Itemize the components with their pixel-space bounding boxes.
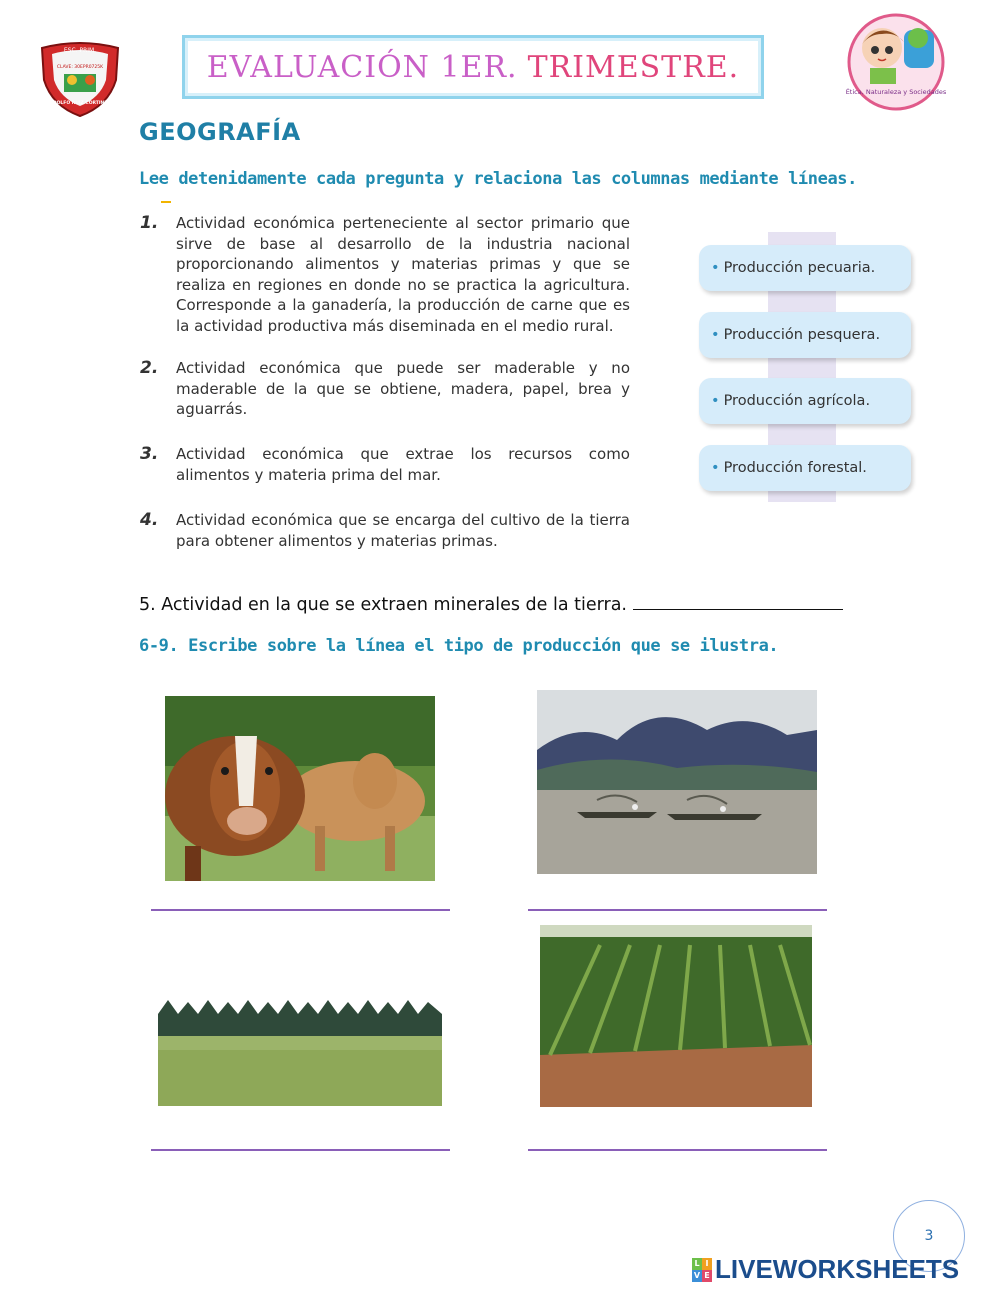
seal-line3: ADOLFO RUIZ CORTINES — [49, 101, 111, 106]
question-5 — [139, 593, 843, 615]
option-label: Producción pecuaria. — [723, 260, 876, 276]
question-1 — [140, 213, 630, 336]
page-number-text: 3 — [924, 1228, 934, 1244]
school-seal — [38, 40, 122, 118]
evaluation-banner — [182, 35, 764, 99]
question-number: 4. — [140, 510, 159, 530]
instruction-matching: Lee detenidamente cada pregunta y relaciona las columnas mediante líneas. — [139, 169, 857, 189]
answer-line-6[interactable] — [151, 909, 450, 911]
answer-line-7[interactable] — [528, 909, 827, 911]
seal-line2: CLAVE: 30EPR0725K — [56, 65, 104, 70]
answer-line-9[interactable] — [528, 1149, 827, 1151]
question-4 — [140, 510, 630, 551]
question-number: 1. — [140, 213, 159, 233]
option-label: Producción agrícola. — [723, 393, 871, 409]
photo-corn-field — [540, 925, 812, 1107]
question-text: Actividad económica que extrae los recursos como alimentos y materia prima del mar. — [176, 445, 630, 484]
section-title: GEOGRAFÍA — [139, 118, 301, 146]
option-label: Producción pesquera. — [723, 327, 881, 343]
photo-forest-field — [158, 996, 442, 1106]
bullet-icon: • — [711, 393, 720, 409]
answer-blank-5[interactable] — [633, 593, 843, 610]
brand-name: LIVEWORKSHEETS — [715, 1254, 960, 1284]
subject-logo-text: Ética, Naturaleza y Sociedades — [846, 88, 946, 96]
option-pecuaria[interactable] — [699, 245, 911, 291]
answer-line-8[interactable] — [151, 1149, 450, 1151]
option-forestal[interactable] — [699, 445, 911, 491]
banner-title-part2: TRIMESTRE. — [527, 49, 740, 85]
photo-cows — [165, 696, 435, 881]
question-number: 2. — [140, 358, 159, 378]
bullet-icon: • — [711, 260, 720, 276]
photo-fishing-boats — [537, 690, 817, 874]
option-agricola[interactable] — [699, 378, 911, 424]
question-5-text: 5. Actividad en la que se extraen minerales de la tierra. — [139, 595, 627, 615]
instruction-images: 6-9. Escribe sobre la línea el tipo de producción que se ilustra. — [139, 636, 779, 656]
question-2 — [140, 358, 630, 420]
bullet-icon: • — [711, 327, 720, 343]
bullet-icon: • — [711, 460, 720, 476]
question-text: Actividad económica perteneciente al sector primario que sirve de base al desarrollo de la industria nacional proporcionando alimentos y materias primas y que se realiza en regiones en donde no se practica la agricultura. Corresponde a la ganadería, la producción de carne que es la actividad productiva más diseminada en el medio rural. — [176, 214, 630, 335]
brand-badge-icon: L I V E — [692, 1258, 712, 1282]
question-text: Actividad económica que puede ser maderable y no maderable de la que se obtiene, madera, papel, brea y aguarrás. — [176, 359, 630, 418]
decorative-underline — [161, 201, 171, 203]
banner-title-part1: EVALUACIÓN 1ER. — [206, 49, 518, 85]
liveworksheets-logo — [692, 1254, 959, 1285]
subject-logo — [846, 12, 946, 112]
option-pesquera[interactable] — [699, 312, 911, 358]
question-number: 3. — [140, 444, 159, 464]
question-text: Actividad económica que se encarga del cultivo de la tierra para obtener alimentos y materias primas. — [176, 511, 630, 550]
seal-line1: ESC. PRIM. — [63, 47, 97, 54]
option-label: Producción forestal. — [723, 460, 867, 476]
question-3 — [140, 444, 630, 485]
